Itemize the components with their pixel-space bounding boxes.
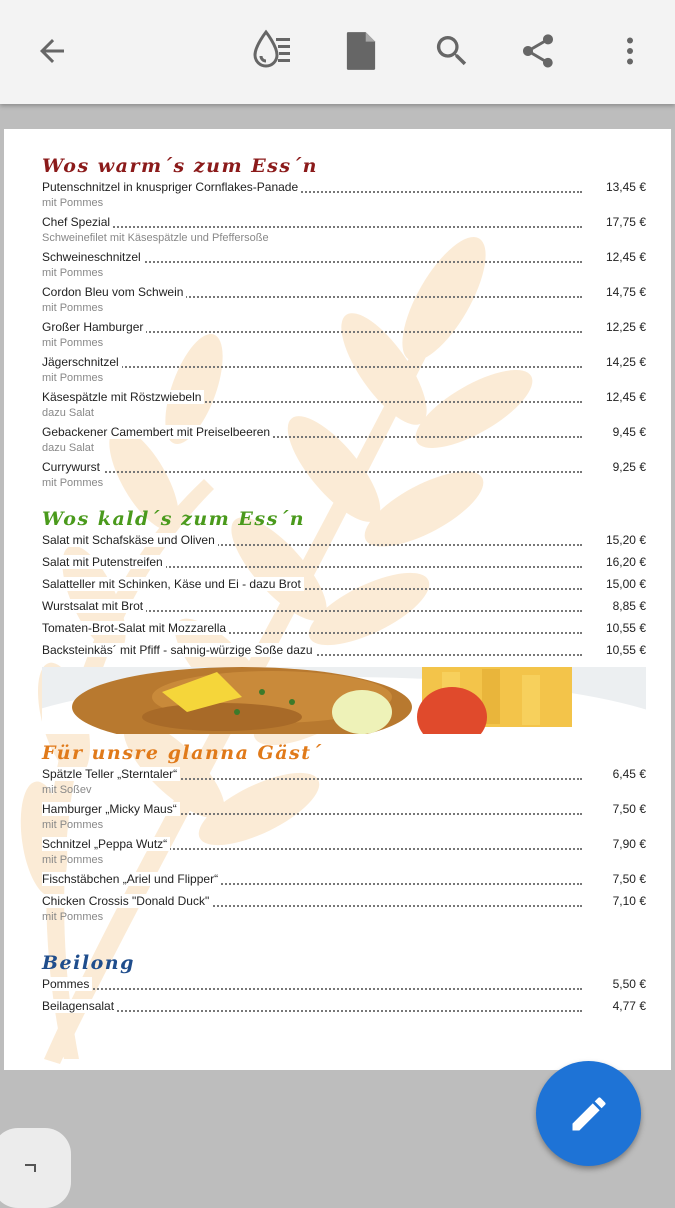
menu-item-name: Pommes — [42, 977, 92, 991]
menu-item-row — [42, 893, 646, 910]
menu-item-price: 10,55 € — [602, 620, 646, 637]
warm-dishes-list — [42, 179, 646, 490]
menu-item — [42, 766, 646, 797]
menu-item — [42, 893, 646, 924]
menu-item-price: 14,75 € — [602, 284, 646, 301]
kids-dishes-list — [42, 766, 646, 924]
dot-leader — [42, 366, 582, 368]
sides-list — [42, 976, 646, 1015]
menu-item-row — [42, 459, 646, 476]
menu-item-name: Schweineschnitzel — [42, 250, 144, 264]
menu-item-name: Gebackener Camembert mit Preiselbeeren — [42, 425, 273, 439]
back-button[interactable] — [23, 22, 81, 80]
menu-item-row — [42, 249, 646, 266]
menu-item — [42, 642, 646, 659]
more-button[interactable] — [601, 22, 659, 80]
menu-item-price: 5,50 € — [609, 976, 646, 993]
menu-item-description: mit Pommes — [42, 854, 104, 866]
menu-item-description: mit Pommes — [42, 197, 104, 209]
menu-item-price: 15,00 € — [602, 576, 646, 593]
menu-item-description: mit Pommes — [42, 477, 104, 489]
document-icon — [344, 31, 378, 71]
arrow-left-icon — [34, 33, 70, 69]
menu-item-name: Schnitzel „Peppa Wutz“ — [42, 837, 170, 851]
menu-item-name: Salat mit Putenstreifen — [42, 555, 166, 569]
menu-item — [42, 976, 646, 993]
menu-item — [42, 554, 646, 571]
menu-item-description: mit Pommes — [42, 911, 104, 923]
menu-item-row — [42, 576, 646, 593]
menu-item — [42, 284, 646, 315]
menu-item-name: Wurstsalat mit Brot — [42, 599, 146, 613]
menu-item-price: 10,55 € — [602, 642, 646, 659]
menu-item — [42, 532, 646, 549]
dot-leader — [42, 471, 582, 473]
reflow-button[interactable] — [242, 22, 300, 80]
menu-item-row — [42, 871, 646, 888]
menu-item-name: Cordon Bleu vom Schwein — [42, 285, 186, 299]
more-vert-icon — [612, 33, 648, 69]
menu-item-description: mit Pommes — [42, 267, 104, 279]
section-title-cold: Wos kald´s zum Ess´n — [42, 508, 306, 530]
menu-item-name: Salatteller mit Schinken, Käse und Ei - dazu Brot — [42, 577, 304, 591]
menu-item — [42, 801, 646, 832]
menu-item-row — [42, 836, 646, 853]
menu-item — [42, 249, 646, 280]
edit-fab-button[interactable] — [536, 1061, 641, 1166]
menu-item-row — [42, 766, 646, 783]
menu-item-row — [42, 998, 646, 1015]
menu-item-price: 4,77 € — [609, 998, 646, 1015]
menu-item-row — [42, 214, 646, 231]
menu-item-description: mit Pommes — [42, 302, 104, 314]
menu-item-description: dazu Salat — [42, 407, 94, 419]
search-button[interactable] — [423, 22, 481, 80]
menu-item-row — [42, 179, 646, 196]
menu-item-name: Fischstäbchen „Ariel und Flipper“ — [42, 872, 221, 886]
menu-item-price: 7,10 € — [609, 893, 646, 910]
menu-item-price: 6,45 € — [609, 766, 646, 783]
menu-item-description: mit Pommes — [42, 337, 104, 349]
menu-item-description: dazu Salat — [42, 442, 94, 454]
menu-item — [42, 998, 646, 1015]
menu-item-price: 12,45 € — [602, 249, 646, 266]
menu-item-price: 12,25 € — [602, 319, 646, 336]
menu-item-description: Schweinefilet mit Käsespätzle und Pfeffersoße — [42, 232, 269, 244]
menu-item-price: 12,45 € — [602, 389, 646, 406]
menu-item-name: Jägerschnitzel — [42, 355, 122, 369]
menu-item-name: Putenschnitzel in knuspriger Cornflakes-Panade — [42, 180, 301, 194]
menu-item-price: 7,50 € — [609, 801, 646, 818]
menu-item-name: Hamburger „Micky Maus“ — [42, 802, 180, 816]
menu-item-row — [42, 598, 646, 615]
menu-page — [4, 129, 671, 1070]
menu-item-price: 8,85 € — [609, 598, 646, 615]
menu-item-price: 17,75 € — [602, 214, 646, 231]
menu-item-row — [42, 424, 646, 441]
menu-item — [42, 459, 646, 490]
schnitzel-photo — [42, 667, 646, 734]
menu-item-name: Backsteinkäs´ mit Pfiff - sahnig-würzige Soße dazu — [42, 643, 316, 657]
top-toolbar — [0, 0, 675, 104]
menu-item-name: Käsespätzle mit Röstzwiebeln — [42, 390, 204, 404]
text-reflow-icon — [248, 28, 294, 74]
menu-item — [42, 179, 646, 210]
menu-item-price: 7,90 € — [609, 836, 646, 853]
menu-item — [42, 319, 646, 350]
menu-item-price: 16,20 € — [602, 554, 646, 571]
share-icon — [518, 31, 558, 71]
menu-item-price: 9,25 € — [609, 459, 646, 476]
menu-item-description: mit Pommes — [42, 819, 104, 831]
menu-item — [42, 836, 646, 867]
dot-leader — [42, 1010, 582, 1012]
menu-item-name: Tomaten-Brot-Salat mit Mozzarella — [42, 621, 229, 635]
menu-item-row — [42, 319, 646, 336]
menu-item-row — [42, 801, 646, 818]
menu-content — [42, 153, 646, 1020]
menu-item-row — [42, 976, 646, 993]
menu-item-description: mit Soßev — [42, 784, 92, 796]
menu-item — [42, 871, 646, 888]
section-title-sides: Beilong — [42, 952, 135, 974]
menu-item-row — [42, 642, 646, 659]
menu-item — [42, 598, 646, 615]
menu-item — [42, 424, 646, 455]
menu-item-name: Chicken Crossis "Donald Duck" — [42, 894, 212, 908]
dot-leader — [42, 988, 582, 990]
menu-item-row — [42, 284, 646, 301]
menu-item-price: 14,25 € — [602, 354, 646, 371]
cold-dishes-list — [42, 532, 646, 659]
dot-leader — [42, 226, 582, 228]
menu-item-price: 7,50 € — [609, 871, 646, 888]
document-button[interactable] — [332, 22, 390, 80]
menu-item-row — [42, 532, 646, 549]
menu-item — [42, 620, 646, 637]
menu-item — [42, 354, 646, 385]
menu-item-row — [42, 620, 646, 637]
menu-item-price: 15,20 € — [602, 532, 646, 549]
menu-item-name: Currywurst — [42, 460, 103, 474]
menu-item — [42, 576, 646, 593]
search-icon — [432, 31, 472, 71]
section-title-warm: Wos warm´s zum Ess´n — [42, 155, 318, 177]
section-title-kids: Für unsre glanna Gäst´ — [42, 742, 323, 764]
menu-item-row — [42, 554, 646, 571]
menu-item — [42, 389, 646, 420]
menu-item-name: Chef Spezial — [42, 215, 113, 229]
menu-item — [42, 214, 646, 245]
menu-item-row — [42, 389, 646, 406]
menu-item-description: mit Pommes — [42, 372, 104, 384]
menu-item-name: Salat mit Schafskäse und Oliven — [42, 533, 218, 547]
menu-item-price: 9,45 € — [609, 424, 646, 441]
share-button[interactable] — [509, 22, 567, 80]
edit-pencil-icon — [567, 1092, 611, 1136]
menu-item-row — [42, 354, 646, 371]
collapse-tab-icon — [21, 1157, 43, 1179]
side-panel-tab[interactable] — [0, 1128, 71, 1208]
menu-item-name: Beilagensalat — [42, 999, 117, 1013]
menu-item-name: Spätzle Teller „Sterntaler“ — [42, 767, 180, 781]
menu-item-price: 13,45 € — [602, 179, 646, 196]
menu-item-name: Großer Hamburger — [42, 320, 146, 334]
